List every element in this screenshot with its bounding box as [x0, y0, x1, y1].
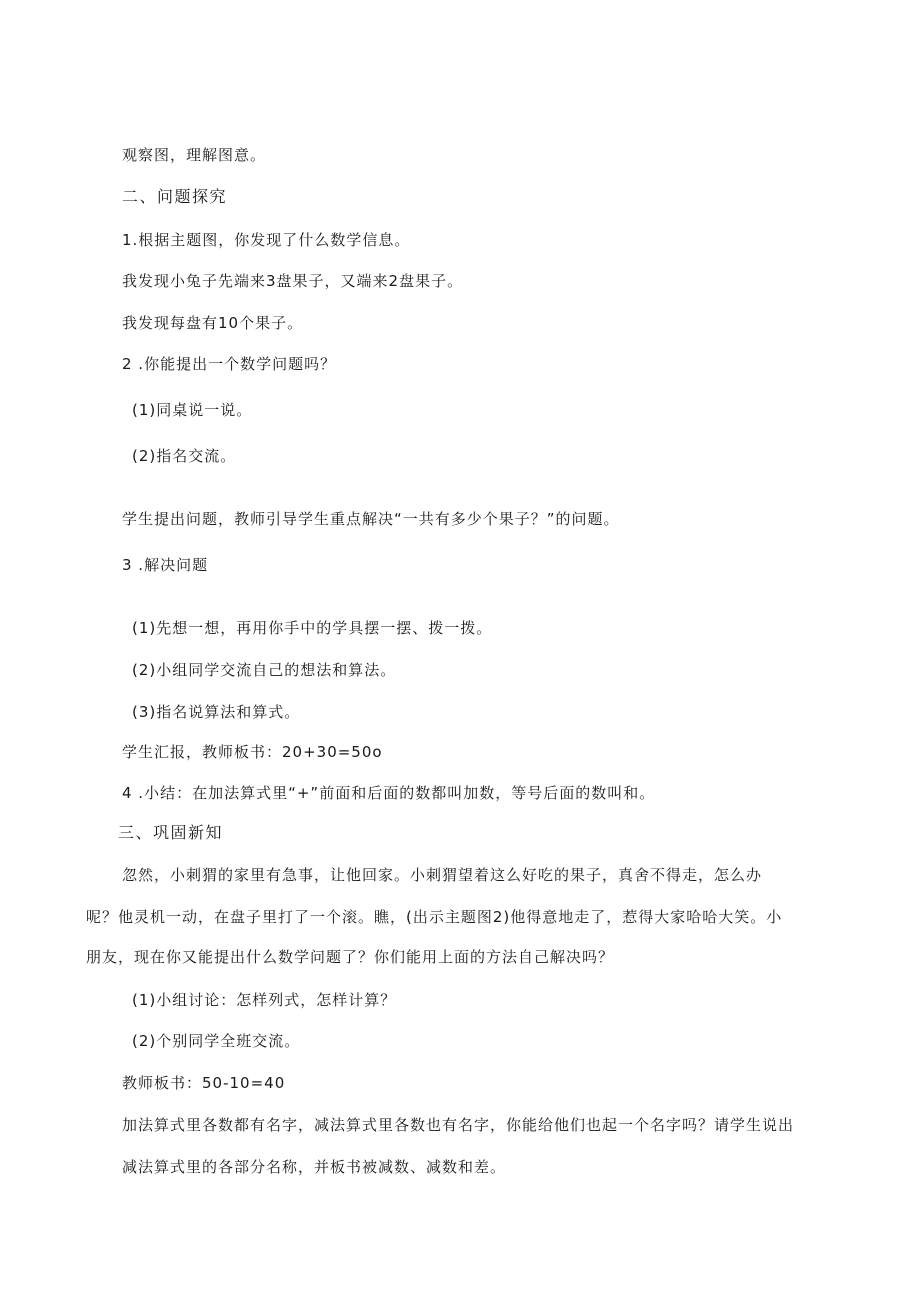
story-line-2: 呢？他灵机一动，在盘子里打了一个滚。瞧，(出示主题图2)他得意地走了，惹得大家哈哈大笑。小 [86, 908, 783, 926]
section-heading-3: 三、巩固新知 [118, 823, 224, 842]
finding-line-1: 我发现小兔子先端来3盘果子，又端来2盘果子。 [122, 272, 464, 290]
step-2-item-2: (2)指名交流。 [132, 447, 237, 465]
intro-line: 观察图，理解图意。 [122, 146, 267, 164]
step-1-question: 1.根据主题图，你发现了什么数学信息。 [122, 231, 411, 249]
naming-line-2: 减法算式里的各部分名称，并板书被减数、减数和差。 [122, 1158, 507, 1176]
step-3-item-1: (1)先想一想，再用你手中的学具摆一摆、拨一拨。 [132, 619, 493, 637]
story-line-1: 忽然，小刺猬的家里有急事，让他回家。小刺猬望着这么好吃的果子，真舍不得走，怎么办 [122, 866, 763, 884]
step-3-item-3: (3)指名说算法和算式。 [132, 703, 301, 721]
board-writing-addition: 学生汇报，教师板书：20+30=50o [122, 743, 383, 761]
teacher-guidance-line: 学生提出问题，教师引导学生重点解决“一共有多少个果子？”的问题。 [122, 510, 620, 528]
naming-line-1: 加法算式里各数都有名字，减法算式里各数也有名字，你能给他们也起一个名字吗？请学生说出 [122, 1116, 795, 1134]
consolidation-item-1: (1)小组讨论：怎样列式，怎样计算？ [132, 991, 397, 1009]
step-4-summary: 4 .小结：在加法算式里“+”前面和后面的数都叫加数，等号后面的数叫和。 [122, 784, 656, 802]
board-writing-subtraction: 教师板书：50-10=40 [122, 1074, 286, 1092]
section-heading-2: 二、问题探究 [122, 187, 228, 206]
step-3-heading: 3 .解决问题 [122, 556, 209, 574]
finding-line-2: 我发现每盘有10个果子。 [122, 314, 304, 332]
story-line-3: 朋友，现在你又能提出什么数学问题了？你们能用上面的方法自己解决吗？ [86, 948, 615, 966]
consolidation-item-2: (2)个别同学全班交流。 [132, 1032, 301, 1050]
step-2-item-1: (1)同桌说一说。 [132, 401, 253, 419]
step-3-item-2: (2)小组同学交流自己的想法和算法。 [132, 661, 397, 679]
step-2-question: 2 .你能提出一个数学问题吗？ [122, 355, 337, 373]
